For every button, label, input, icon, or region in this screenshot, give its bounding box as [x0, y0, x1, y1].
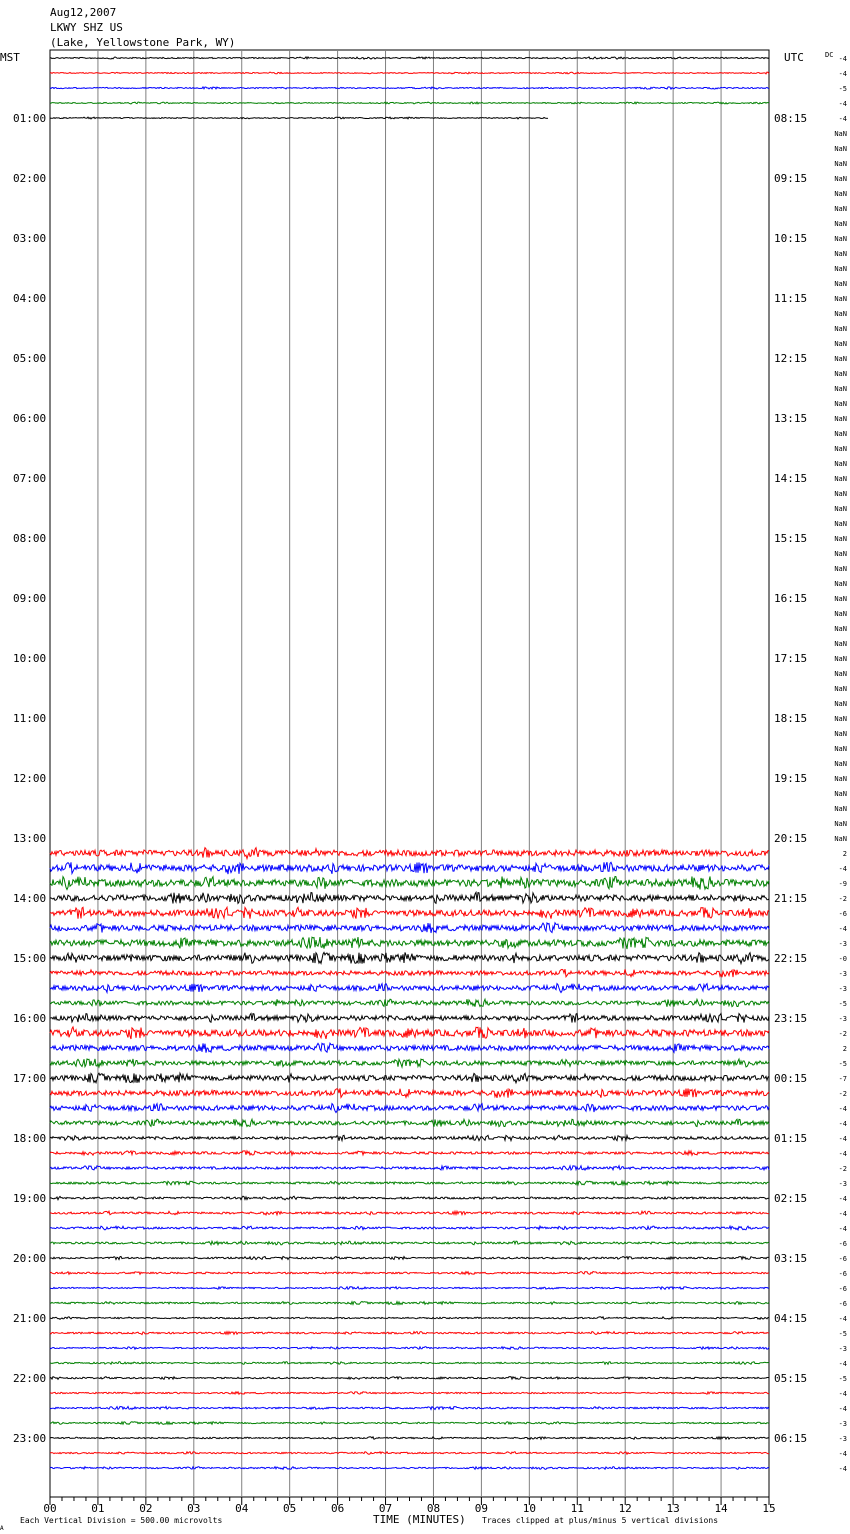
dc-offset-value: -5: [838, 1000, 847, 1008]
dc-offset-value: NaN: [834, 520, 847, 528]
right-hour-label: 08:15: [774, 112, 808, 125]
seismic-trace: [50, 907, 769, 918]
dc-offset-value: NaN: [834, 190, 847, 198]
seismic-trace: [50, 1119, 769, 1127]
dc-offset-value: -6: [838, 1285, 847, 1293]
seismic-trace: [50, 1377, 769, 1380]
left-hour-label: 17:00: [13, 1072, 47, 1085]
dc-offset-value: NaN: [834, 400, 847, 408]
dc-offset-value: NaN: [834, 445, 847, 453]
dc-offset-value: -3: [838, 940, 847, 948]
right-timezone-label: UTC: [784, 51, 804, 64]
dc-offset-value: NaN: [834, 340, 847, 348]
right-hour-label: 13:15: [774, 412, 808, 425]
x-tick-label: 02: [139, 1502, 153, 1515]
seismic-trace: [50, 1287, 769, 1290]
left-hour-label: 20:00: [13, 1252, 47, 1265]
dc-offset-value: -3: [838, 1345, 847, 1353]
dc-offset-value: NaN: [834, 730, 847, 738]
seismic-trace: [50, 1272, 769, 1275]
left-hour-label: 22:00: [13, 1372, 47, 1385]
seismic-trace: [50, 923, 769, 933]
dc-offset-value: -9: [838, 880, 847, 888]
left-hour-label: 01:00: [13, 112, 47, 125]
dc-offset-value: -3: [838, 1180, 847, 1188]
left-hour-label: 06:00: [13, 412, 47, 425]
seismic-trace: [50, 937, 769, 949]
seismic-trace: [50, 1135, 769, 1140]
seismic-trace: [50, 1073, 769, 1083]
dc-offset-value: -6: [838, 1240, 847, 1248]
dc-offset-value: NaN: [834, 280, 847, 288]
dc-offset-value: -5: [838, 1060, 847, 1068]
corner-mark: A: [0, 1525, 4, 1532]
seismic-trace: [50, 1104, 769, 1113]
x-tick-label: 07: [378, 1502, 393, 1515]
dc-offset-value: -4: [838, 1360, 847, 1368]
dc-offset-value: NaN: [834, 760, 847, 768]
seismic-trace: [50, 1332, 769, 1335]
x-tick-label: 12: [618, 1502, 632, 1515]
x-tick-label: 03: [187, 1502, 201, 1515]
seismic-trace: [50, 1392, 769, 1395]
dc-offset-value: NaN: [834, 820, 847, 828]
right-hour-label: 05:15: [774, 1372, 808, 1385]
seismic-trace: [50, 1257, 769, 1260]
right-hour-label: 17:15: [774, 652, 808, 665]
dc-offset-value: NaN: [834, 610, 847, 618]
dc-offset-value: NaN: [834, 715, 847, 723]
dc-offset-value: NaN: [834, 490, 847, 498]
dc-offset-value: -0: [838, 955, 847, 963]
dc-offset-value: -4: [838, 1105, 847, 1113]
x-tick-label: 11: [570, 1502, 584, 1515]
left-hour-label: 05:00: [13, 352, 47, 365]
right-hour-label: 14:15: [774, 472, 808, 485]
right-hour-label: 11:15: [774, 292, 808, 305]
dc-offset-value: -4: [838, 115, 847, 123]
dc-offset-value: -2: [838, 1165, 847, 1173]
left-hour-label: 13:00: [13, 832, 47, 845]
seismic-trace: [50, 1437, 769, 1440]
x-tick-label: 04: [235, 1502, 249, 1515]
seismic-trace: [50, 892, 769, 903]
x-tick-label: 10: [522, 1502, 536, 1515]
right-hour-label: 06:15: [774, 1432, 808, 1445]
plot-frame: [50, 50, 769, 1497]
left-hour-label: 02:00: [13, 172, 47, 185]
seismic-trace: [50, 1467, 769, 1470]
dc-offset-value: NaN: [834, 580, 847, 588]
x-tick-label: 01: [91, 1502, 105, 1515]
dc-offset-value: -4: [838, 865, 847, 873]
right-hour-label: 22:15: [774, 952, 808, 965]
seismic-trace: [50, 1317, 769, 1320]
x-tick-label: 06: [330, 1502, 345, 1515]
seismic-trace: [50, 848, 769, 859]
seismic-trace: [50, 877, 769, 890]
seismic-trace: [50, 72, 769, 74]
dc-offset-value: NaN: [834, 355, 847, 363]
seismic-trace: [50, 117, 548, 119]
dc-offset-value: 2: [842, 1045, 847, 1053]
dc-offset-value: NaN: [834, 745, 847, 753]
seismic-trace: [50, 1181, 769, 1185]
dc-offset-value: 2: [842, 850, 847, 858]
x-tick-label: 00: [43, 1502, 57, 1515]
dc-offset-value: -5: [838, 85, 847, 93]
dc-offset-value: NaN: [834, 835, 847, 843]
left-hour-label: 19:00: [13, 1192, 47, 1205]
dc-offset-value: -4: [838, 1210, 847, 1218]
x-tick-label: 08: [426, 1502, 441, 1515]
seismic-trace: [50, 1407, 769, 1410]
seismic-trace: [50, 952, 769, 963]
x-tick-label: 05: [283, 1502, 297, 1515]
dc-offset-value: -4: [838, 100, 847, 108]
dc-offset-value: NaN: [834, 235, 847, 243]
dc-offset-value: -4: [838, 1465, 847, 1473]
dc-offset-value: -4: [838, 925, 847, 933]
seismic-trace: [50, 1166, 769, 1170]
seismic-trace: [50, 1302, 769, 1305]
left-hour-label: 04:00: [13, 292, 47, 305]
seismic-trace: [50, 1347, 769, 1350]
x-tick-label: 14: [714, 1502, 728, 1515]
x-tick-label: 15: [762, 1502, 776, 1515]
dc-offset-value: NaN: [834, 505, 847, 513]
dc-offset-value: NaN: [834, 160, 847, 168]
dc-offset-value: NaN: [834, 220, 847, 228]
dc-offset-value: -2: [838, 1090, 847, 1098]
dc-offset-value: -4: [838, 1150, 847, 1158]
right-hour-label: 16:15: [774, 592, 808, 605]
dc-offset-value: -6: [838, 1255, 847, 1263]
seismic-trace: [50, 984, 769, 993]
seismic-trace: [50, 57, 769, 59]
seismic-trace: [50, 1362, 769, 1365]
left-hour-label: 10:00: [13, 652, 47, 665]
dc-offset-value: -3: [838, 970, 847, 978]
dc-offset-value: -4: [838, 1390, 847, 1398]
dc-offset-value: NaN: [834, 145, 847, 153]
left-hour-label: 16:00: [13, 1012, 47, 1025]
seismic-trace: [50, 1196, 769, 1200]
seismic-trace: [50, 969, 769, 977]
dc-offset-value: NaN: [834, 775, 847, 783]
right-hour-label: 10:15: [774, 232, 808, 245]
right-hour-label: 15:15: [774, 532, 808, 545]
right-hour-label: 23:15: [774, 1012, 808, 1025]
left-hour-label: 18:00: [13, 1132, 47, 1145]
dc-offset-value: -4: [838, 70, 847, 78]
dc-offset-value: NaN: [834, 325, 847, 333]
dc-offset-header: DC: [825, 51, 834, 59]
dc-offset-value: NaN: [834, 670, 847, 678]
dc-offset-value: NaN: [834, 640, 847, 648]
dc-offset-value: NaN: [834, 415, 847, 423]
seismic-trace: [50, 999, 769, 1007]
seismic-trace: [50, 1422, 769, 1425]
left-hour-label: 07:00: [13, 472, 47, 485]
dc-offset-value: -4: [838, 1195, 847, 1203]
dc-offset-value: -5: [838, 1375, 847, 1383]
dc-offset-value: -6: [838, 910, 847, 918]
dc-offset-value: -3: [838, 1015, 847, 1023]
seismic-trace: [50, 1043, 769, 1053]
left-hour-label: 14:00: [13, 892, 47, 905]
dc-offset-value: NaN: [834, 265, 847, 273]
dc-offset-value: NaN: [834, 385, 847, 393]
dc-offset-value: -4: [838, 1135, 847, 1143]
right-hour-label: 09:15: [774, 172, 808, 185]
dc-offset-value: NaN: [834, 295, 847, 303]
dc-offset-value: NaN: [834, 550, 847, 558]
dc-offset-value: NaN: [834, 460, 847, 468]
chart-date: Aug12,2007: [50, 6, 117, 19]
right-hour-label: 03:15: [774, 1252, 808, 1265]
dc-offset-value: NaN: [834, 175, 847, 183]
dc-offset-value: -6: [838, 1300, 847, 1308]
x-axis-label: TIME (MINUTES): [373, 1513, 466, 1526]
right-hour-label: 00:15: [774, 1072, 808, 1085]
left-hour-label: 03:00: [13, 232, 47, 245]
right-hour-label: 12:15: [774, 352, 808, 365]
left-timezone-label: MST: [0, 51, 20, 64]
left-hour-label: 21:00: [13, 1312, 47, 1325]
seismic-trace: [50, 1059, 769, 1067]
dc-offset-value: NaN: [834, 805, 847, 813]
dc-offset-value: -6: [838, 1270, 847, 1278]
dc-offset-value: -4: [838, 1450, 847, 1458]
dc-offset-value: NaN: [834, 625, 847, 633]
seismic-trace: [50, 1014, 769, 1023]
right-hour-label: 20:15: [774, 832, 808, 845]
right-hour-label: 01:15: [774, 1132, 808, 1145]
seismic-trace: [50, 1226, 769, 1230]
right-hour-label: 19:15: [774, 772, 808, 785]
dc-offset-value: NaN: [834, 310, 847, 318]
seismic-trace: [50, 1088, 769, 1098]
clip-note: Traces clipped at plus/minus 5 vertical divisions: [482, 1516, 719, 1525]
dc-offset-value: -3: [838, 1420, 847, 1428]
dc-offset-value: -2: [838, 895, 847, 903]
dc-offset-value: NaN: [834, 370, 847, 378]
dc-offset-value: NaN: [834, 700, 847, 708]
right-hour-label: 18:15: [774, 712, 808, 725]
dc-offset-value: -5: [838, 1330, 847, 1338]
station-code: LKWY SHZ US: [50, 21, 123, 34]
left-hour-label: 09:00: [13, 592, 47, 605]
seismic-trace: [50, 1452, 769, 1455]
station-location: (Lake, Yellowstone Park, WY): [50, 36, 236, 49]
seismic-trace: [50, 1151, 769, 1155]
dc-offset-value: -3: [838, 1435, 847, 1443]
dc-offset-value: -2: [838, 1030, 847, 1038]
dc-offset-value: -4: [838, 1225, 847, 1233]
vertical-division-note: Each Vertical Division = 500.00 microvolts: [20, 1516, 223, 1525]
dc-offset-value: NaN: [834, 475, 847, 483]
left-hour-label: 11:00: [13, 712, 47, 725]
seismic-trace: [50, 1211, 769, 1215]
dc-offset-value: NaN: [834, 130, 847, 138]
dc-offset-value: NaN: [834, 685, 847, 693]
seismic-trace: [50, 1241, 769, 1245]
dc-offset-value: NaN: [834, 790, 847, 798]
dc-offset-value: -4: [838, 1315, 847, 1323]
right-hour-label: 02:15: [774, 1192, 808, 1205]
dc-offset-value: NaN: [834, 205, 847, 213]
dc-offset-value: -4: [838, 1120, 847, 1128]
dc-offset-value: -4: [838, 1405, 847, 1413]
right-hour-label: 04:15: [774, 1312, 808, 1325]
left-hour-label: 15:00: [13, 952, 47, 965]
seismic-trace: [50, 1027, 769, 1039]
right-hour-label: 21:15: [774, 892, 808, 905]
dc-offset-value: NaN: [834, 565, 847, 573]
dc-offset-value: NaN: [834, 430, 847, 438]
dc-offset-value: NaN: [834, 595, 847, 603]
dc-offset-value: NaN: [834, 250, 847, 258]
dc-offset-value: NaN: [834, 655, 847, 663]
dc-offset-value: NaN: [834, 535, 847, 543]
x-tick-label: 09: [474, 1502, 489, 1515]
left-hour-label: 23:00: [13, 1432, 47, 1445]
dc-offset-value: -4: [838, 55, 847, 63]
dc-offset-value: -3: [838, 985, 847, 993]
left-hour-label: 12:00: [13, 772, 47, 785]
x-tick-label: 13: [666, 1502, 680, 1515]
seismic-trace: [50, 862, 769, 874]
dc-offset-value: -7: [838, 1075, 847, 1083]
seismic-trace: [50, 102, 769, 104]
seismic-trace: [50, 87, 769, 89]
left-hour-label: 08:00: [13, 532, 47, 545]
